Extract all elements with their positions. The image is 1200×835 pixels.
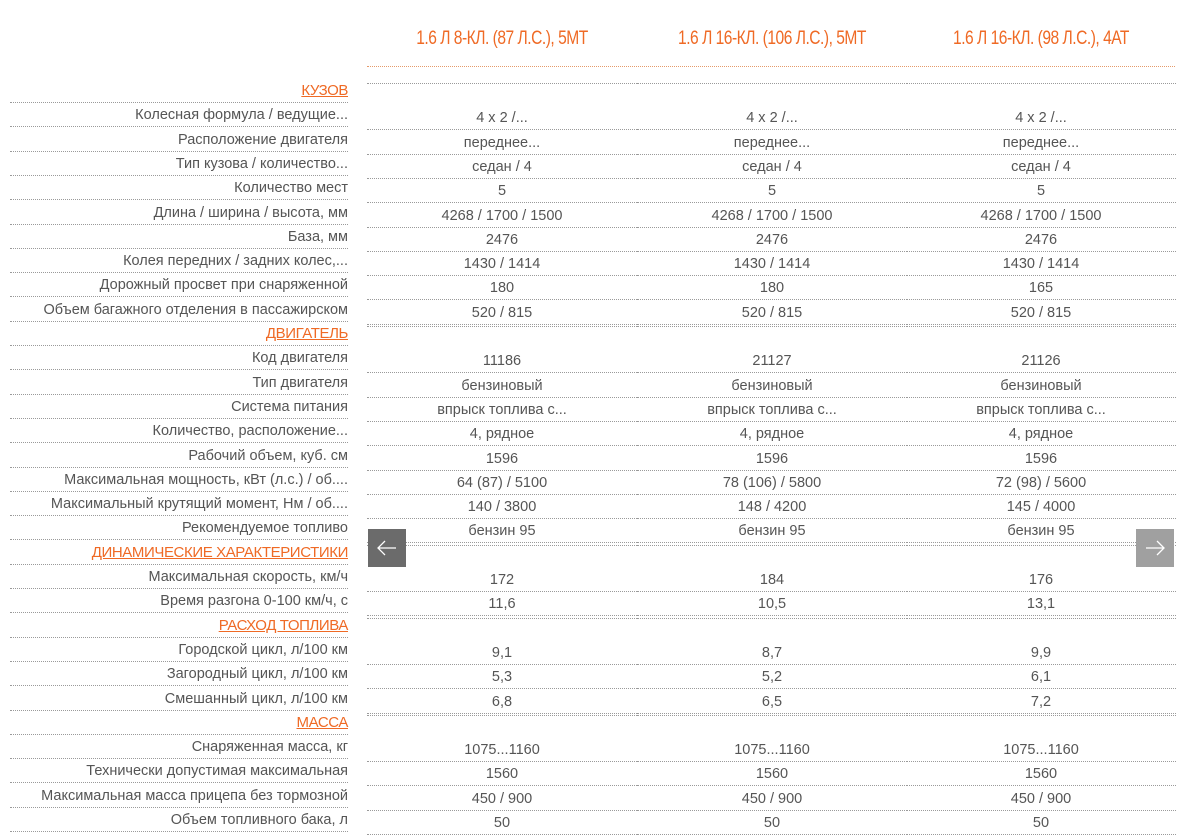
table-cell <box>637 545 907 546</box>
table-cell: 450 / 900 <box>637 788 907 811</box>
row-label: Объем багажного отделения в пассажирском <box>10 299 348 322</box>
table-cell <box>367 618 637 619</box>
row-label: Загородный цикл, л/100 км <box>10 663 348 686</box>
table-cell: переднее... <box>637 132 907 155</box>
row-label: База, мм <box>10 226 348 249</box>
table-row <box>0 517 1200 541</box>
table-cell: впрыск топлива с... <box>367 399 637 422</box>
table-cell: бензин 95 <box>637 520 907 543</box>
row-label: Объем топливного бака, л <box>10 809 348 832</box>
table-cell <box>906 618 1176 619</box>
row-label: Рекомендуемое топливо <box>10 517 348 540</box>
table-cell: бензин 95 <box>367 520 637 543</box>
table-cell: 4268 / 1700 / 1500 <box>906 205 1176 228</box>
table-cell: 8,7 <box>637 642 907 665</box>
table-cell: 4, рядное <box>906 423 1176 446</box>
table-cell: 4 x 2 /... <box>367 107 637 130</box>
table-row <box>0 493 1200 517</box>
column-header: 1.6 Л 8-КЛ. (87 Л.С.), 5МТ <box>416 28 588 49</box>
row-label: Рабочий объем, куб. см <box>10 445 348 468</box>
table-cell: переднее... <box>367 132 637 155</box>
table-row <box>0 445 1200 469</box>
table-cell: 9,9 <box>906 642 1176 665</box>
table-cell: 78 (106) / 5800 <box>637 472 907 495</box>
arrow-right-icon <box>1144 537 1166 559</box>
table-cell: 2476 <box>367 229 637 252</box>
table-cell: 520 / 815 <box>637 302 907 325</box>
table-row <box>0 809 1200 833</box>
table-row <box>0 396 1200 420</box>
table-cell: 450 / 900 <box>367 788 637 811</box>
table-cell: 50 <box>367 812 637 835</box>
table-cell: 176 <box>906 569 1176 592</box>
table-cell: 64 (87) / 5100 <box>367 472 637 495</box>
row-label: Максимальная скорость, км/ч <box>10 566 348 589</box>
table-cell: 4 x 2 /... <box>906 107 1176 130</box>
row-label: Колея передних / задних колес,... <box>10 250 348 273</box>
prev-button[interactable] <box>368 529 406 567</box>
row-label: Максимальная мощность, кВт (л.с.) / об.... <box>10 469 348 492</box>
table-cell: 1430 / 1414 <box>637 253 907 276</box>
table-cell: 5,3 <box>367 666 637 689</box>
row-label: Код двигателя <box>10 347 348 370</box>
section-header <box>0 712 1200 736</box>
next-button[interactable] <box>1136 529 1174 567</box>
table-cell: 6,8 <box>367 691 637 714</box>
table-cell <box>367 545 637 546</box>
table-cell <box>367 715 637 716</box>
table-row <box>0 785 1200 809</box>
table-cell <box>367 83 637 84</box>
section-header <box>0 80 1200 104</box>
table-cell: 1430 / 1414 <box>367 253 637 276</box>
table-cell: 148 / 4200 <box>637 496 907 519</box>
table-row <box>0 104 1200 128</box>
row-label: Длина / ширина / высота, мм <box>10 202 348 225</box>
table-cell: 13,1 <box>906 593 1176 616</box>
table-cell: 1560 <box>906 763 1176 786</box>
column-header: 1.6 Л 16-КЛ. (98 Л.С.), 4АТ <box>953 28 1129 49</box>
column-header: 1.6 Л 16-КЛ. (106 Л.С.), 5МТ <box>678 28 866 49</box>
row-label: Дорожный просвет при снаряженной <box>10 274 348 297</box>
table-cell: 9,1 <box>367 642 637 665</box>
row-label: Система питания <box>10 396 348 419</box>
row-label: Максимальная масса прицепа без тормозной <box>10 785 348 808</box>
table-row <box>0 663 1200 687</box>
table-cell: 1430 / 1414 <box>906 253 1176 276</box>
table-cell: 145 / 4000 <box>906 496 1176 519</box>
table-cell: 520 / 815 <box>367 302 637 325</box>
table-cell: седан / 4 <box>637 156 907 179</box>
table-cell: 5 <box>367 180 637 203</box>
row-label: Колесная формула / ведущие... <box>10 104 348 127</box>
arrow-left-icon <box>376 537 398 559</box>
table-row <box>0 153 1200 177</box>
table-cell: бензиновый <box>906 375 1176 398</box>
table-row <box>0 299 1200 323</box>
table-cell: 1075...1160 <box>367 739 637 762</box>
table-cell: 2476 <box>906 229 1176 252</box>
row-label: Городской цикл, л/100 км <box>10 639 348 662</box>
table-cell: 1075...1160 <box>906 739 1176 762</box>
table-row <box>0 250 1200 274</box>
table-cell: 11186 <box>367 350 637 373</box>
row-label: Тип кузова / количество... <box>10 153 348 176</box>
section-title: ДИНАМИЧЕСКИЕ ХАРАКТЕРИСТИКИ <box>10 542 348 565</box>
section-title: ДВИГАТЕЛЬ <box>10 323 348 346</box>
table-cell: 520 / 815 <box>906 302 1176 325</box>
table-row <box>0 129 1200 153</box>
table-cell: 450 / 900 <box>906 788 1176 811</box>
table-cell: впрыск топлива с... <box>637 399 907 422</box>
table-cell: 5 <box>906 180 1176 203</box>
table-cell: седан / 4 <box>906 156 1176 179</box>
table-cell: 50 <box>906 812 1176 835</box>
table-cell: 140 / 3800 <box>367 496 637 519</box>
table-cell: 7,2 <box>906 691 1176 714</box>
table-cell: бензиновый <box>637 375 907 398</box>
table-cell: 1560 <box>367 763 637 786</box>
table-row <box>0 688 1200 712</box>
table-cell <box>906 326 1176 327</box>
section-title: МАССА <box>10 712 348 735</box>
table-cell: 4268 / 1700 / 1500 <box>637 205 907 228</box>
table-row <box>0 590 1200 614</box>
table-cell <box>637 83 907 84</box>
table-row <box>0 347 1200 371</box>
section-title: КУЗОВ <box>10 80 348 103</box>
table-cell: 180 <box>637 277 907 300</box>
table-cell: 4, рядное <box>637 423 907 446</box>
table-row <box>0 760 1200 784</box>
table-cell: 21127 <box>637 350 907 373</box>
table-cell: 2476 <box>637 229 907 252</box>
row-label: Расположение двигателя <box>10 129 348 152</box>
table-cell: 6,5 <box>637 691 907 714</box>
table-cell: бензин 95 <box>906 520 1176 543</box>
row-label: Количество, расположение... <box>10 420 348 443</box>
table-cell: 21126 <box>906 350 1176 373</box>
table-cell: 184 <box>637 569 907 592</box>
table-cell: 4, рядное <box>367 423 637 446</box>
table-cell: бензиновый <box>367 375 637 398</box>
table-cell <box>637 326 907 327</box>
table-cell: 1596 <box>906 448 1176 471</box>
row-label: Максимальный крутящий момент, Нм / об.... <box>10 493 348 516</box>
section-header <box>0 323 1200 347</box>
row-label: Снаряженная масса, кг <box>10 736 348 759</box>
table-cell: 172 <box>367 569 637 592</box>
row-label: Смешанный цикл, л/100 км <box>10 688 348 711</box>
table-cell: переднее... <box>906 132 1176 155</box>
table-cell: 5 <box>637 180 907 203</box>
table-row <box>0 736 1200 760</box>
table-row <box>0 639 1200 663</box>
row-label: Тип двигателя <box>10 372 348 395</box>
row-label: Время разгона 0-100 км/ч, с <box>10 590 348 613</box>
row-label: Количество мест <box>10 177 348 200</box>
table-cell: 4268 / 1700 / 1500 <box>367 205 637 228</box>
table-cell: 10,5 <box>637 593 907 616</box>
table-cell: 1560 <box>637 763 907 786</box>
section-header <box>0 542 1200 566</box>
section-title: РАСХОД ТОПЛИВА <box>10 615 348 638</box>
table-cell: 1596 <box>367 448 637 471</box>
table-row <box>0 566 1200 590</box>
table-cell: 72 (98) / 5600 <box>906 472 1176 495</box>
table-cell <box>637 618 907 619</box>
table-row <box>0 202 1200 226</box>
table-cell: 180 <box>367 277 637 300</box>
table-cell: 5,2 <box>637 666 907 689</box>
table-cell: 1596 <box>637 448 907 471</box>
table-row <box>0 372 1200 396</box>
table-row <box>0 420 1200 444</box>
table-cell: 11,6 <box>367 593 637 616</box>
table-row <box>0 274 1200 298</box>
section-header <box>0 615 1200 639</box>
table-row <box>0 469 1200 493</box>
row-label: Технически допустимая максимальная <box>10 760 348 783</box>
table-cell: 165 <box>906 277 1176 300</box>
table-cell <box>637 715 907 716</box>
table-cell <box>367 326 637 327</box>
table-cell: впрыск топлива с... <box>906 399 1176 422</box>
table-cell: седан / 4 <box>367 156 637 179</box>
table-row <box>0 177 1200 201</box>
table-cell <box>906 715 1176 716</box>
table-cell <box>906 83 1176 84</box>
table-cell: 4 x 2 /... <box>637 107 907 130</box>
table-cell: 1075...1160 <box>637 739 907 762</box>
column-headers <box>367 0 1175 67</box>
table-cell: 50 <box>637 812 907 835</box>
table-row <box>0 226 1200 250</box>
table-cell: 6,1 <box>906 666 1176 689</box>
